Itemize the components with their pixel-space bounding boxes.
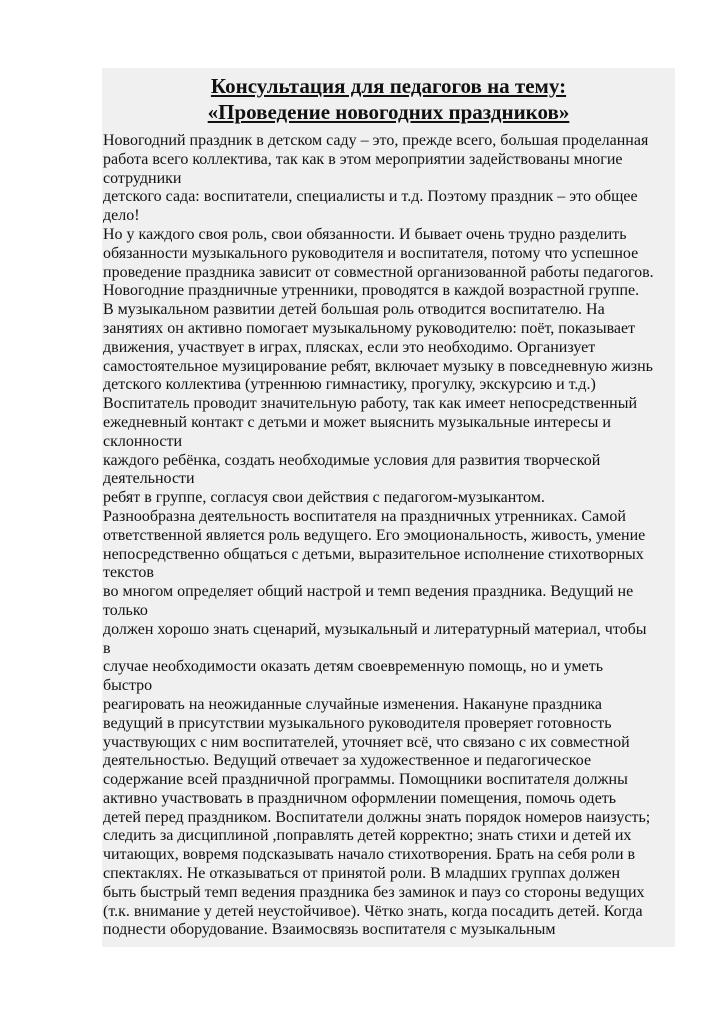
text-line: во многом определяет общий настрой и темп ведения праздника. Ведущий не [103,583,634,601]
title-line-1: Консультация для педагогов на тему: [210,74,567,98]
text-line: склонности [103,432,183,450]
text-line: сотрудники [103,169,182,187]
text-line: только [103,601,148,619]
text-line: поднести оборудование. Взаимосвязь воспитателя с музыкальным [103,921,556,939]
text-line: непосредственно общаться с детьми, выразительное исполнение стихотворных [103,545,644,563]
body-text [102,132,675,940]
text-line: обязанности музыкального руководителя и воспитателя, потому что успешное [103,244,639,262]
document-title [102,73,675,125]
text-line: следить за дисциплиной ,поправлять детей корректно; знать стихи и детей их [103,827,632,845]
text-line: активно участвовать в праздничном оформлении помещения, помочь одеть [103,789,617,807]
text-line: содержание всей праздничной программы. Помощники воспитателя должны [103,771,628,789]
document-text-block [102,68,675,947]
text-line: (т.к. внимание у детей неустойчивое). Чётко знать, когда посадить детей. Когда [103,902,643,920]
text-line: занятиях он активно помогает музыкальному руководителю: поёт, показывает [103,319,636,337]
text-line: детей перед праздником. Воспитатели должны знать порядок номеров наизусть; [103,808,651,826]
text-line: в [103,639,111,657]
text-line: движения, участвует в играх, плясках, если это необходимо. Организует [103,338,596,356]
text-line: Новогодние праздничные утренники, проводятся в каждой возрастной группе. [103,282,640,300]
text-line: детского сада: воспитатели, специалисты и т.д. Поэтому праздник – это общее [103,188,638,206]
text-line: Воспитатель проводит значительную работу, так как имеет непосредственный [103,395,638,413]
text-line: проведение праздника зависит от совместной организованной работы педагогов. [103,263,654,281]
text-line: ежедневный контакт с детьми и может выяснить музыкальные интересы и [103,413,611,431]
text-line: Новогодний праздник в детском саду – это, прежде всего, большая проделанная [103,132,649,149]
text-line: читающих, вовремя подсказывать начало стихотворения. Брать на себя роли в [103,846,636,864]
text-line: Разнообразна деятельность воспитателя на праздничных утренниках. Самой [103,507,626,525]
text-line: самостоятельное музицирование ребят, включает музыку в повседневную жизнь [103,357,653,375]
text-line: В музыкальном развитии детей большая роль отводится воспитателю. На [103,301,605,319]
text-line: участвующих с ним воспитателей, уточняет всё, что связано с их совместной [103,733,630,751]
text-line: спектаклях. Не отказываться от принятой роли. В младших группах должен [103,865,621,883]
title-line-2: «Проведение новогодних праздников» [207,100,570,124]
text-line: реагировать на неожиданные случайные изменения. Накануне праздника [103,695,602,713]
text-line: Но у каждого своя роль, свои обязанности. И бывает очень трудно разделить [103,225,627,243]
text-line: работа всего коллектива, так как в этом мероприятии задействованы многие [103,150,623,168]
text-line: случае необходимости оказать детям своевременную помощь, но и уметь [103,658,604,676]
text-line: быть быстрый темп ведения праздника без заминок и пауз со стороны ведущих [103,883,645,901]
text-line: быстро [103,677,153,695]
text-line: деятельности [103,470,195,488]
text-line: деятельностью. Ведущий отвечает за художественное и педагогическое [103,752,592,770]
text-line: ответственной является роль ведущего. Его эмоциональность, живость, умение [103,526,646,544]
text-line: дело! [103,207,140,225]
text-line: детского коллектива (утреннюю гимнастику, прогулку, экскурсию и т.д.) [103,376,596,394]
text-line: ведущий в присутствии музыкального руководителя проверяет готовность [103,714,612,732]
text-line: должен хорошо знать сценарий, музыкальный и литературный материал, чтобы [103,620,647,638]
text-line: каждого ребёнка, создать необходимые условия для развития творческой [103,451,601,469]
text-line: ребят в группе, согласуя свои действия с педагогом-музыкантом. [103,489,545,507]
text-line: текстов [103,564,154,582]
